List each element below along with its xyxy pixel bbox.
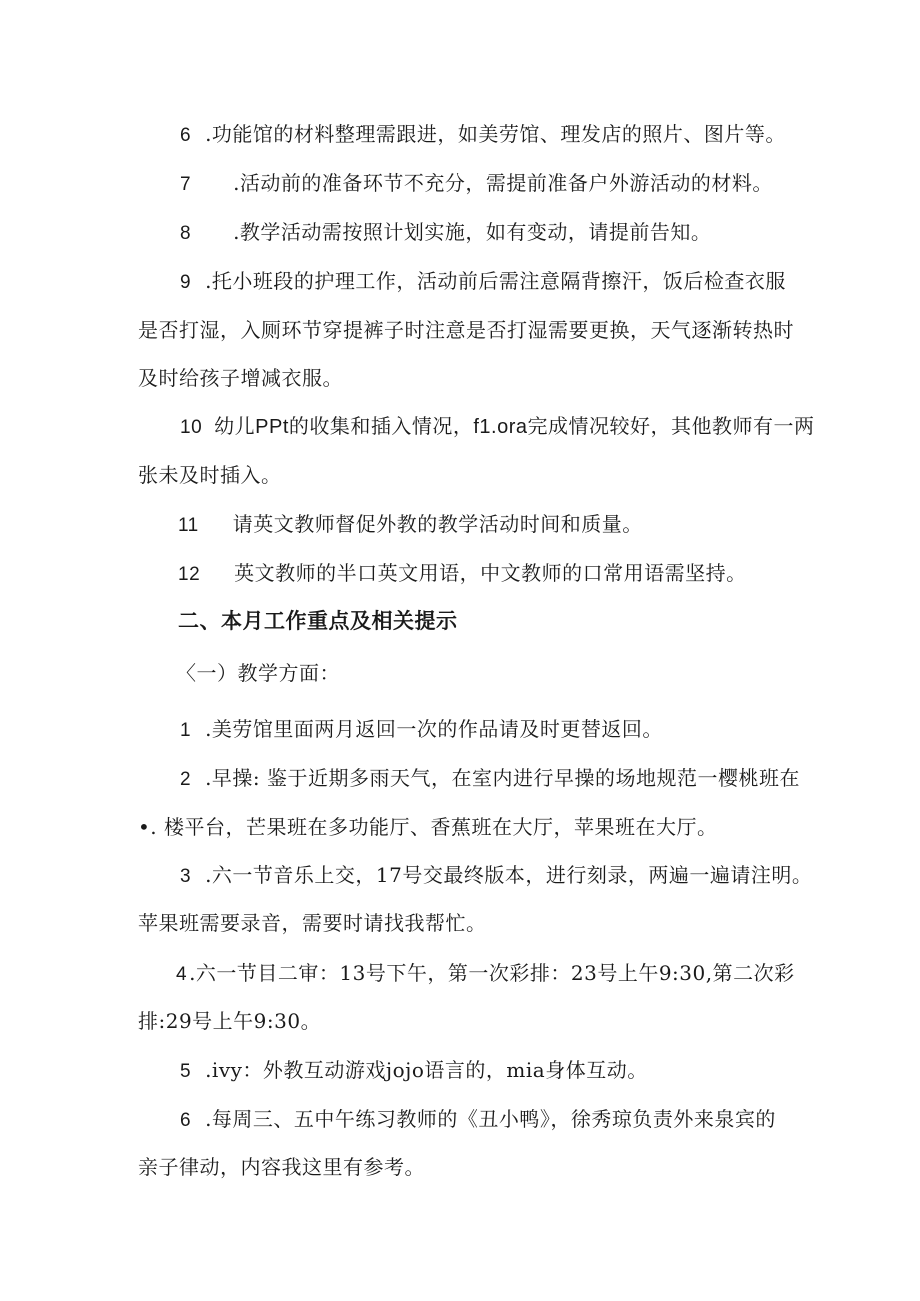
- item-number: 7: [180, 174, 192, 195]
- list-item: [180, 861, 812, 891]
- item-text: .六一节目二审：13号下午，第一次彩排：23号上午9:30,第二次彩: [189, 961, 795, 985]
- list-item: [180, 764, 800, 794]
- item-text: .六一节音乐上交，17号交最终版本，进行刻录，两遍一遍请注明。: [205, 863, 813, 887]
- item-number: 1: [180, 720, 192, 741]
- list-item: [180, 1105, 776, 1135]
- item-text: 请英文教师督促外教的教学活动时间和质量。: [232, 512, 643, 536]
- item-text: .教学活动需按照计划实施，如有变动，请提前告知。: [233, 220, 712, 244]
- item-number: 4: [176, 964, 188, 985]
- list-item: [178, 559, 747, 589]
- item-text: 幼儿PPt的收集和插入情况，f1.ora完成情况较好，其他教师有一两: [214, 416, 815, 438]
- item-text: .美劳馆里面两月返回一次的作品请及时更替返回。: [205, 717, 663, 741]
- item-number: 11: [178, 515, 199, 536]
- subheading: 〈一）教学方面：: [176, 661, 340, 685]
- item-number: 5: [180, 1061, 192, 1082]
- list-item: [180, 1056, 648, 1086]
- item-number: 2: [180, 769, 192, 790]
- list-item: [178, 510, 643, 540]
- item-number: 12: [178, 564, 201, 585]
- list-item: [176, 959, 795, 989]
- item-text: .ivy：外教互动游戏jojo语言的，mia身体互动。: [205, 1058, 648, 1082]
- item-continuation: 张未及时插入。: [138, 463, 282, 487]
- item-continuation: •. 楼平台，芒果班在多功能厅、香蕉班在大厅，苹果班在大厅。: [138, 815, 718, 839]
- item-continuation: 是否打湿，入厕环节穿提裤子时注意是否打湿需要更换，天气逐渐转热时: [138, 318, 794, 342]
- item-continuation: 排:29号上午9:30。: [138, 1009, 322, 1033]
- item-continuation: 亲子律动，内容我这里有参考。: [138, 1155, 425, 1179]
- list-item: [180, 715, 663, 745]
- item-text: 英文教师的半口英文用语，中文教师的口常用语需坚持。: [234, 561, 747, 585]
- item-number: 6: [180, 125, 192, 146]
- item-number: 10: [180, 417, 203, 438]
- item-text: .早操: 鉴于近期多雨天气，在室内进行早操的场地规范一樱桃班在: [205, 766, 801, 790]
- item-number: 6: [180, 1110, 192, 1131]
- list-item: [180, 267, 786, 297]
- item-continuation: 及时给孩子增减衣服。: [138, 366, 343, 390]
- section-heading: 二、本月工作重点及相关提示: [178, 609, 458, 633]
- list-item: [180, 413, 815, 442]
- item-number: 3: [180, 866, 192, 887]
- item-text: .活动前的准备环节不充分，需提前准备户外游活动的材料。: [233, 171, 773, 195]
- list-item: [180, 120, 786, 150]
- item-text: .每周三、五中午练习教师的《丑小鸭》，徐秀琼负责外来泉宾的: [205, 1107, 776, 1131]
- item-continuation: 苹果班需要录音，需要时请找我帮忙。: [138, 911, 487, 935]
- list-item: [180, 218, 711, 248]
- item-text: .功能馆的材料整理需跟进，如美劳馆、理发店的照片、图片等。: [205, 122, 786, 146]
- item-text: .托小班段的护理工作，活动前后需注意隔背擦汗，饭后检查衣服: [205, 269, 786, 293]
- list-item: [180, 169, 773, 199]
- item-number: 8: [180, 223, 192, 244]
- item-number: 9: [180, 272, 192, 293]
